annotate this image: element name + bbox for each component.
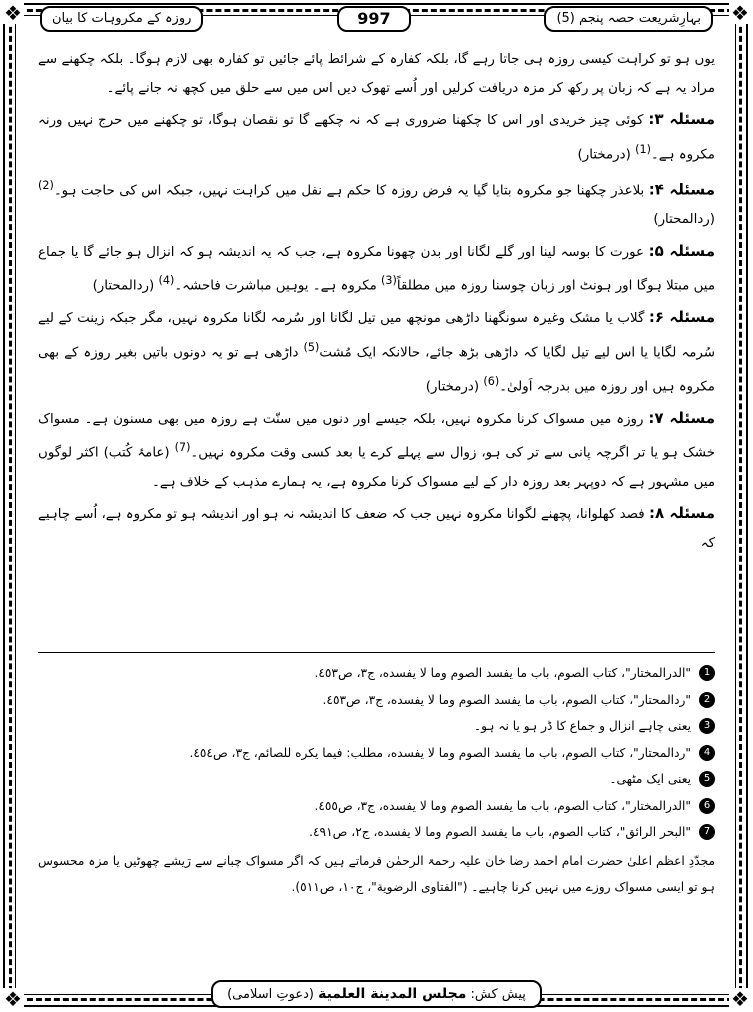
footnote-text: یعنی چاہے انزال و جماع کا ڈر ہو یا نہ ہو۔ xyxy=(473,719,691,734)
footnote-ref: (4) xyxy=(158,274,175,288)
corner-ornament-icon: ❖ xyxy=(729,2,751,24)
masala-6 xyxy=(38,303,715,402)
masala-label: مسئلہ ۴: xyxy=(648,180,715,199)
footnote-text: یعنی ایک مٹھی۔ xyxy=(609,772,691,787)
corner-ornament-icon: ❖ xyxy=(729,988,751,1010)
footnote-item xyxy=(38,766,715,793)
masala-text: فصد کھلوانا، پچھنے لگوانا مکروہ نہیں جب کہ ضعف کا اندیشہ نہ ہو اور اندیشہ ہو تو مکروہ ہے، اُسے چاہیے کہ xyxy=(38,507,715,551)
footnote-number: 4 xyxy=(699,745,715,761)
masala-text: کوئی چیز خریدی اور اس کا چکھنا ضروری ہے کہ نہ چکھے گا تو نقصان ہوگا، تو چکھنے میں حرج نہیں ورنہ مکروہ ہے۔ xyxy=(38,113,715,163)
masala-text: گلاب یا مشک وغیرہ سونگھنا داڑھی مونچھ میں تیل لگانا اور سُرمہ لگانا مکروہ نہیں، مگر جبکہ زینت کے لیے سُرمہ لگایا یا اس لیے تیل لگایا کہ داڑھی بڑھ جائے، حالانکہ ایک مُشت xyxy=(38,311,716,361)
footnote-separator xyxy=(38,652,715,653)
footnotes xyxy=(38,660,715,900)
footnote-item xyxy=(38,740,715,767)
publisher-name: مجلس المدينة العلمية xyxy=(318,986,467,1002)
footnote-text: مجدّدِ اعظم اعلیٰ حضرت امام احمد رضا خان علیہ رحمۃ الرحمٰن فرماتے ہیں کہ اگر مسواک چبانے سے رَیشے چھوٹیں یا مزہ محسوس ہو تو ایسی مسواک روزے میں نہیں کرنا چاہیے۔ xyxy=(38,853,715,894)
footnote-continuation xyxy=(38,848,715,900)
footnote-ref: (1) xyxy=(635,142,651,156)
masala-label: مسئلہ ۳: xyxy=(648,110,715,129)
masala-label: مسئلہ ۸: xyxy=(648,504,715,523)
masala-7 xyxy=(38,404,715,497)
masala-text: روزہ میں مسواک کرنا مکروہ نہیں، بلکہ جیسے اور دنوں میں سنّت ہے روزہ میں بھی مسنون ہے۔ مسواک خشک ہو یا تر اگرچہ پانی سے تر کی ہو، زوال سے پہلے کرے یا بعد کسی وقت مکروہ نہیں۔ xyxy=(38,411,715,461)
masala-5 xyxy=(38,237,715,302)
page-footer xyxy=(0,980,753,1008)
masala-3 xyxy=(38,105,715,170)
citation: (درمختار) xyxy=(425,379,484,395)
footnote-ref: (2) xyxy=(38,178,54,192)
footnote-number: 5 xyxy=(699,771,715,787)
footnote-item xyxy=(38,819,715,846)
footnote-text: "الدرالمختار"، كتاب الصوم، باب ما يفسد الصوم وما لا يفسده، ج٣، ص٤٥٣. xyxy=(314,666,691,681)
footnote-text: "ردالمحتار"، كتاب الصوم، باب ما يفسد الصوم وما لا يفسده، ج٣، ص٤٥٣. xyxy=(322,692,691,707)
page-header xyxy=(40,6,713,32)
masala-text: داڑھی ہے تو یہ دونوں باتیں بغیر روزہ کے بھی مکروہ ہیں اور روزہ میں بدرجہ اَولیٰ۔ xyxy=(38,345,715,395)
footnote-item xyxy=(38,713,715,740)
publisher-box xyxy=(211,980,542,1008)
masala-text: بلاعذر چکھنا جو مکروہ بتایا گیا یہ فرض روزہ کا حکم ہے نفل میں کراہت نہیں، جبکہ اس کی حاجت ہو۔ xyxy=(53,183,649,199)
citation: (ردالمحتار) xyxy=(92,278,159,294)
footnote-ref: (6) xyxy=(483,374,500,388)
citation: ("الفتاوى الرضوية"، ج١٠، ص٥١١). xyxy=(291,879,472,894)
book-title: بہارِشریعت حصہ پنجم (5) xyxy=(544,6,713,32)
citation: (ردالمحتار) xyxy=(653,211,715,227)
main-text xyxy=(38,46,715,560)
footnote-number: 6 xyxy=(699,798,715,814)
footnote-ref: (7) xyxy=(174,441,191,455)
footnote-item xyxy=(38,660,715,687)
footnote-item xyxy=(38,687,715,714)
footnote-ref: (5) xyxy=(303,340,320,354)
masala-label: مسئلہ ۷: xyxy=(648,408,715,427)
masala-label: مسئلہ ۵: xyxy=(648,241,715,260)
corner-ornament-icon: ❖ xyxy=(2,2,24,24)
footnote-text: "ردالمحتار"، كتاب الصوم، باب ما يفسد الصوم وما لا يفسده، مطلب: فيما يكره للصائم، ج٣، ص٤٥٤. xyxy=(189,745,691,760)
masala-8 xyxy=(38,499,715,558)
footnote-text: "الدرالمختار"، كتاب الصوم، باب ما يفسد الصوم وما لا يفسده، ج٣، ص٤٥٥. xyxy=(314,798,691,813)
corner-ornament-icon: ❖ xyxy=(2,988,24,1010)
footnote-number: 1 xyxy=(699,665,715,681)
page-number: 997 xyxy=(337,6,410,32)
masala-4 xyxy=(38,172,715,235)
footnote-item xyxy=(38,793,715,820)
masala-text: عورت کا بوسہ لینا اور گلے لگانا اور بدن چھونا مکروہ ہے، جب کہ یہ اندیشہ ہو کہ انزال ہو جائے گا یا جماع میں مبتلا ہوگا اور ہونٹ اور زبان چوسنا روزہ میں مطلقاً xyxy=(38,244,715,294)
footnote-number: 3 xyxy=(699,718,715,734)
masala-text: مکروہ ہے۔ یوہیں مباشرت فاحشہ۔ xyxy=(174,278,382,294)
footnote-number: 7 xyxy=(699,824,715,840)
footer-prefix: پیش کش: xyxy=(470,987,526,1002)
footnote-text: "البحر الرائق"، كتاب الصوم، باب ما يفسد الصوم وما لا يفسده، ج٢، ص٤٩١. xyxy=(309,825,691,840)
masala-text: (عامۂ کُتب) اکثر لوگوں میں مشہور ہے کہ دوپہر بعد روزہ دار کے لیے مسواک کرنا مکروہ ہے، یہ ہمارے مذہب کے خلاف ہے۔ xyxy=(38,445,715,490)
footnote-number: 2 xyxy=(699,692,715,708)
chapter-title: روزہ کے مکروہات کا بیان xyxy=(40,6,203,32)
footer-suffix: (دعوتِ اسلامی) xyxy=(227,987,314,1002)
masala-label: مسئلہ ۶: xyxy=(648,308,715,327)
intro-paragraph: یوں ہو تو کراہت کیسی روزہ ہی جاتا رہے گا، بلکہ کفارہ کے شرائط پائے جائیں تو کفارہ بھی لازم ہوگا۔ بلکہ چکھنے سے مراد یہ ہے کہ زبان پر رکھ کر مزہ دریافت کرلیں اور اُسے تھوک دیں اس میں سے حلق میں کچھ نہ جانے پائے۔ xyxy=(38,52,715,96)
citation: (درمختار) xyxy=(577,147,636,163)
footnote-ref: (3) xyxy=(381,274,397,288)
